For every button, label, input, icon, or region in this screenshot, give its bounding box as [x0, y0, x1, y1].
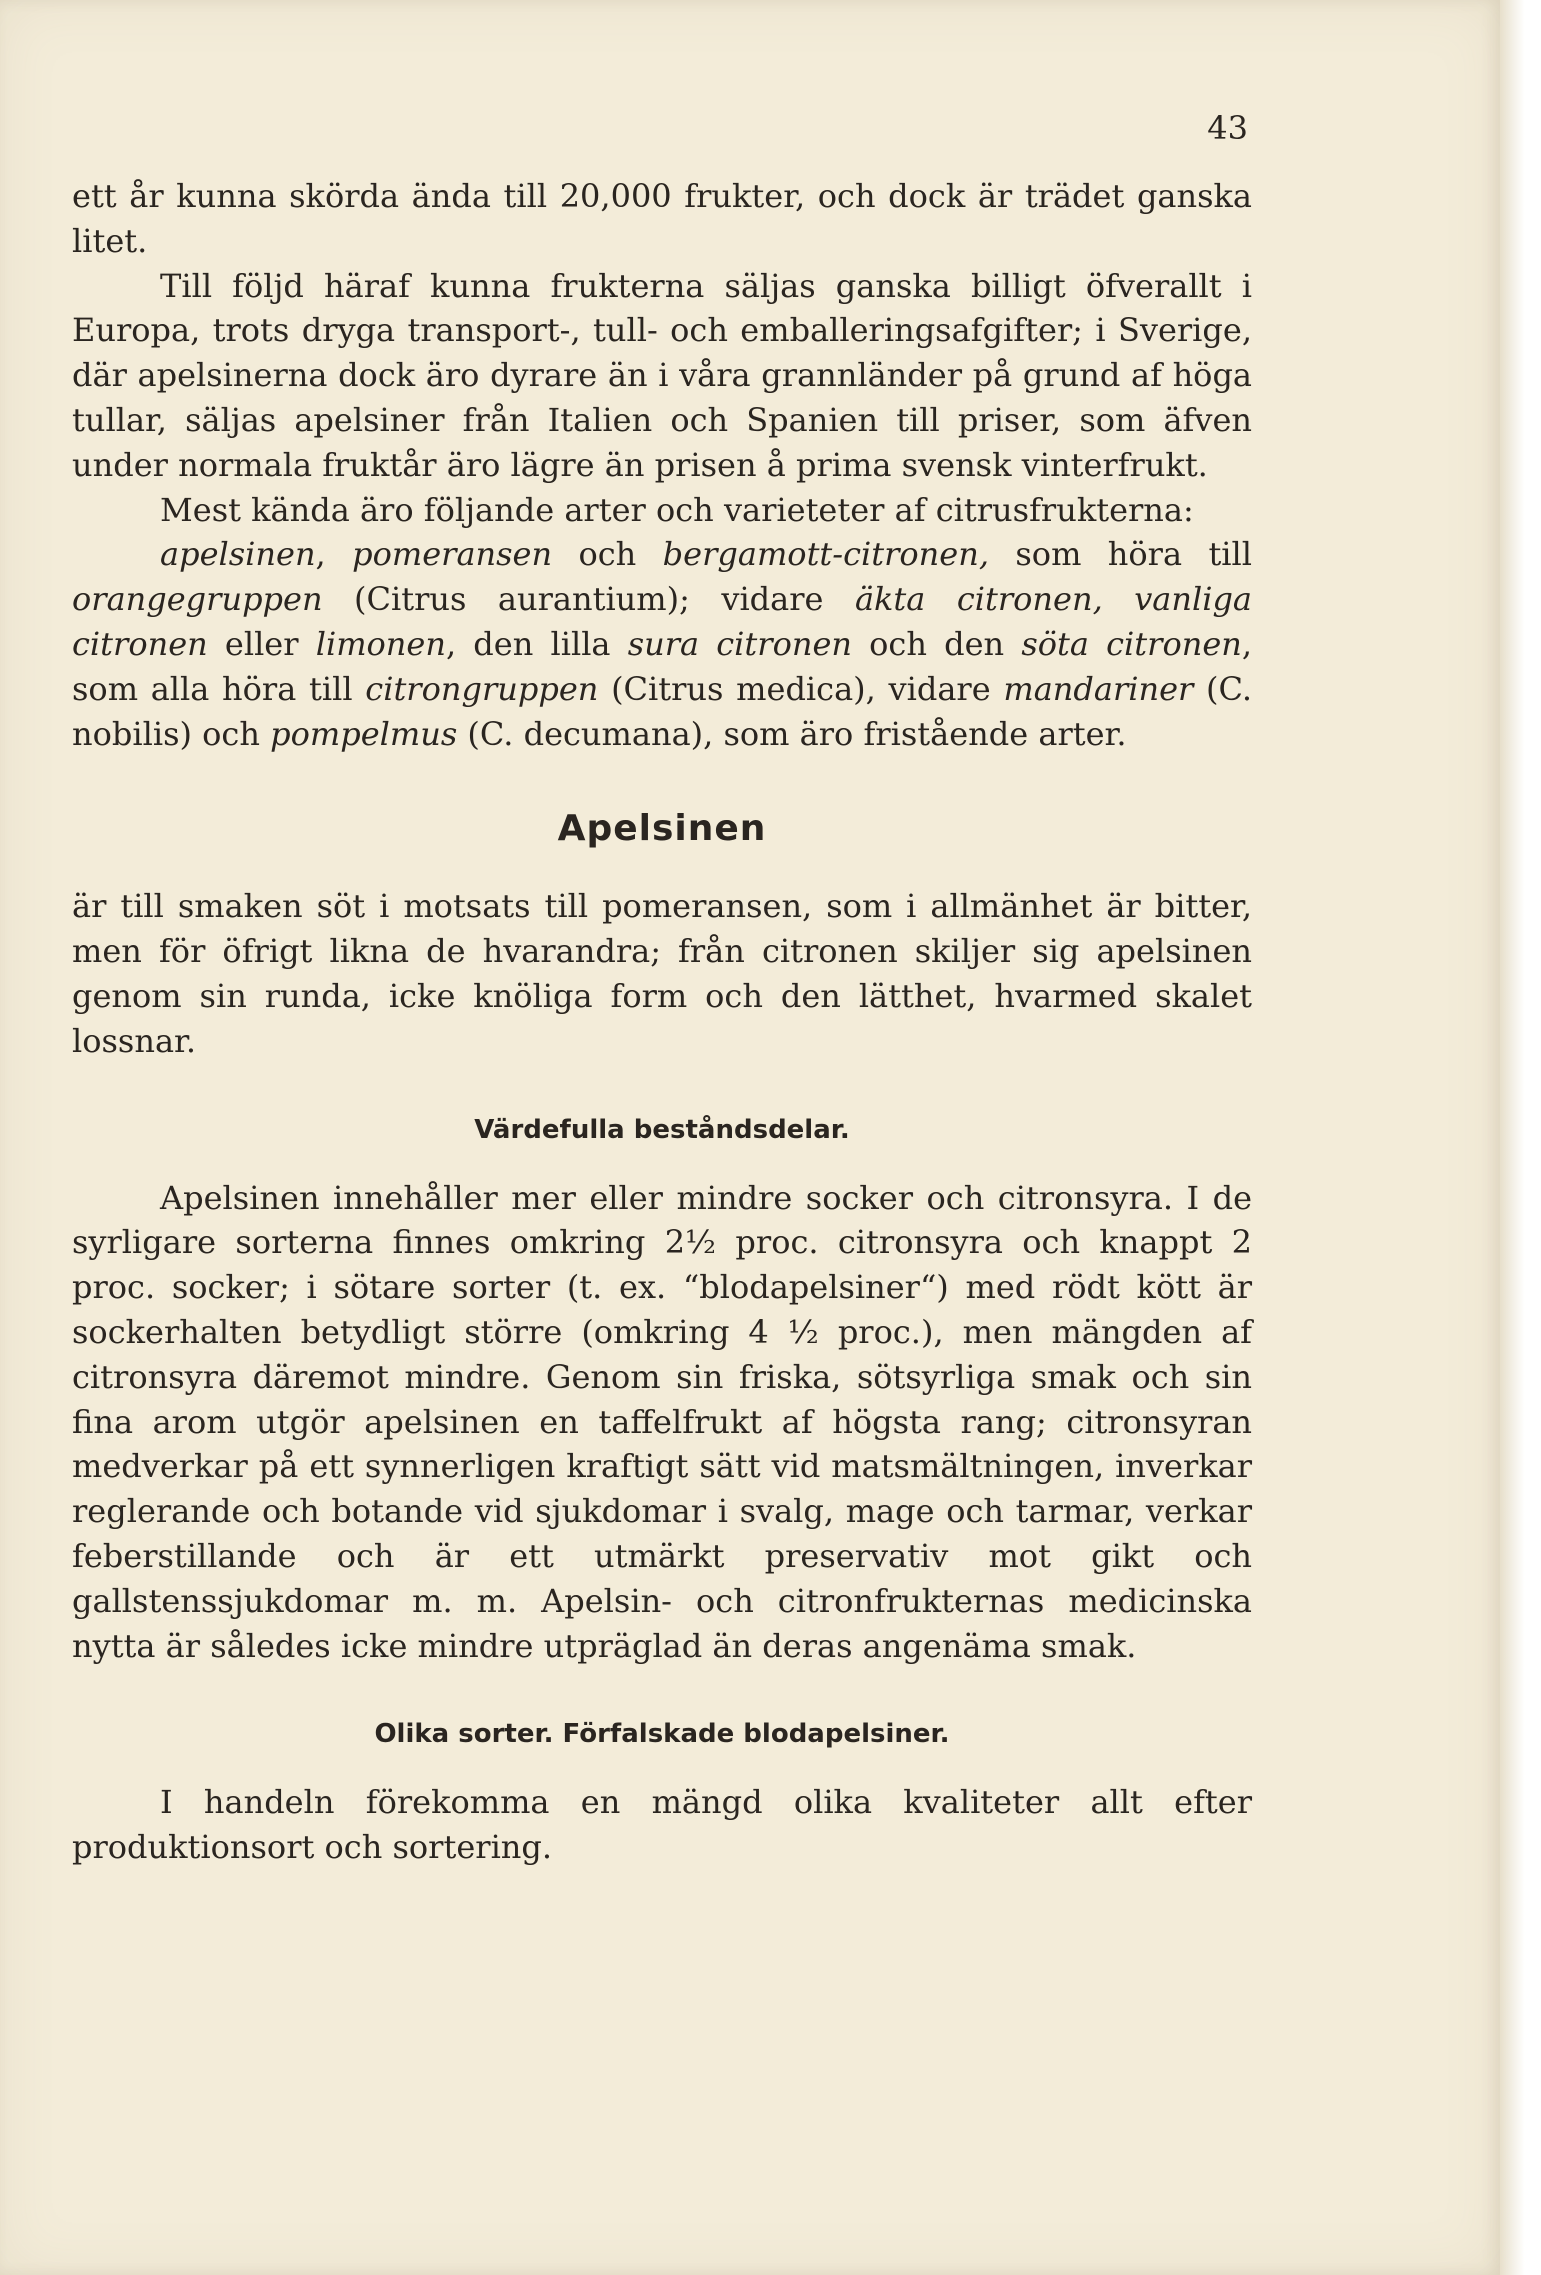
section-heading: Apelsinen	[557, 808, 767, 850]
paragraph-3: Mest kända äro följande arter och varieteter af citrusfrukterna:	[160, 490, 1194, 529]
paragraph-1: ett år kunna skörda ända till 20,000 frukter, och dock är trädet ganska litet.	[72, 177, 1252, 260]
paragraph-text: och	[552, 535, 663, 574]
paragraph-text: (Citrus aurantium); vidare	[322, 580, 855, 619]
page-text	[72, 104, 1252, 1870]
species-name: apelsinen	[160, 535, 316, 574]
paragraph-text: , den lilla	[445, 624, 628, 663]
paragraph-text: eller	[207, 624, 316, 663]
paragraph-6: Apelsinen innehåller mer eller mindre socker och citronsyra. I de syrligare sorterna finnes omkring 2½ proc. citronsyra och knappt 2 proc. socker; i sötare sorter (t. ex. “blodapelsiner“) med rödt kött är sockerhalten betydligt större (omkring 4 ½ proc.), men mängden af citronsyra däremot mindre. Genom sin friska, sötsyrliga smak och sin fina arom utgör apelsinen en taffelfrukt af högsta rang; citronsyran medverkar på ett synnerligen kraftigt sätt vid matsmältningen, inverkar reglerande och botande vid sjukdomar i svalg, mage och tarmar, verkar feberstillande och är ett utmärkt preservativ mot gikt och gallstenssjukdomar m. m. Apelsin- och citronfrukternas medicinska nytta är således icke mindre utpräglad än deras angenäma smak.	[72, 1178, 1252, 1665]
species-name: söta citronen	[1021, 624, 1242, 663]
species-name: limonen	[315, 624, 446, 663]
species-name: pompelmus	[270, 714, 458, 753]
paragraph-text: som höra till	[989, 535, 1253, 574]
paragraph-text: (C. nobilis) och	[72, 669, 1253, 753]
paragraph-text: ,	[315, 535, 353, 574]
group-name: citrongruppen	[365, 669, 599, 708]
paragraph-text: och den	[852, 624, 1022, 663]
page-number: 43	[1207, 109, 1248, 147]
paragraph-2: Till följd häraf kunna frukterna säljas ganska billigt öfverallt i Europa, trots dryga transport-, tull- och emballeringsafgifter; i Sverige, där apelsinerna dock äro dyrare än i våra grannländer på grund af höga tullar, säljas apelsiner från Italien och Spanien till priser, som äfven under normala fruktår äro lägre än prisen å prima svensk vinterfrukt.	[72, 266, 1252, 484]
species-name: pomeransen	[352, 535, 553, 574]
paragraph-species-list	[72, 532, 1252, 756]
subsection-heading: Värdefulla beståndsdelar.	[474, 1114, 850, 1145]
species-name: sura citronen	[627, 624, 852, 663]
paragraph-text: (C. decumana), som äro fristående arter.	[457, 714, 1127, 753]
subsection-heading: Olika sorter. Förfalskade blodapelsiner.	[374, 1719, 950, 1750]
paragraph-text: (Citrus medica), vidare	[598, 669, 1004, 708]
species-name: äkta citronen, vanliga citronen	[72, 580, 1253, 663]
page-edge	[1500, 0, 1541, 2275]
species-name: bergamott-citronen,	[662, 535, 989, 574]
species-name: mandariner	[1003, 669, 1194, 708]
paragraph-5: är till smaken söt i motsats till pomeransen, som i allmänhet är bitter, men för öfrigt likna de hvarandra; från citronen skiljer sig apelsinen genom sin runda, icke knöliga form och den lätthet, hvarmed skalet lossnar.	[72, 887, 1252, 1060]
paragraph-7: I handeln förekomma en mängd olika kvaliteter allt efter produktionsort och sortering.	[72, 1783, 1252, 1867]
paragraph-text: , som alla höra till	[72, 624, 1253, 708]
group-name: orangegruppen	[72, 580, 323, 619]
